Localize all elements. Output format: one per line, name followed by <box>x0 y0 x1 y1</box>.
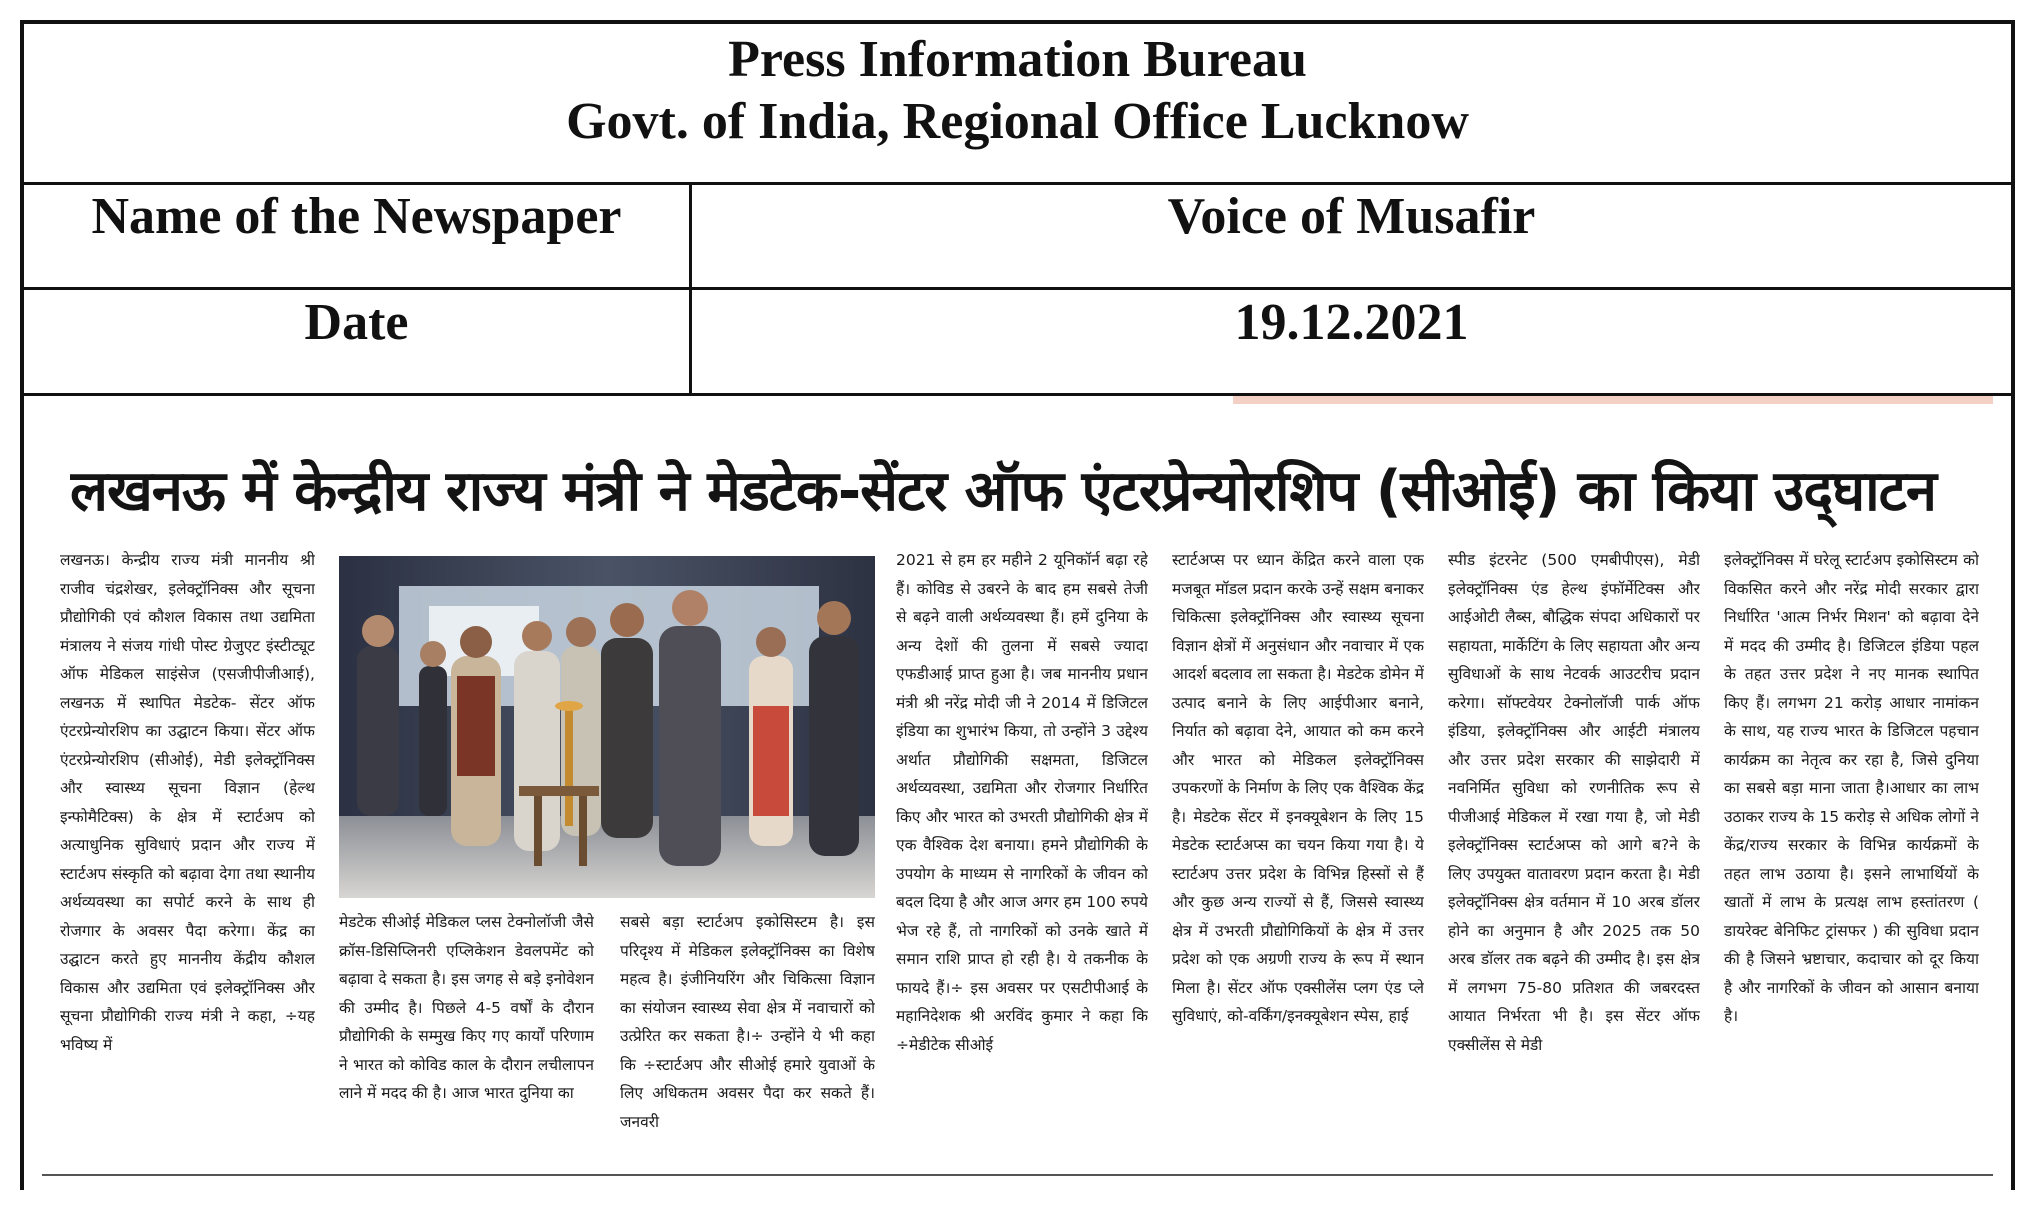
newspaper-label: Name of the Newspaper <box>24 182 692 287</box>
date-label: Date <box>24 288 692 393</box>
article-headline: लखनऊ में केन्द्रीय राज्य मंत्री ने मेडटेक-सेंटर ऑफ एंटरप्रेन्योरशिप (सीओई) का किया उद्‌घाटन <box>70 459 1936 524</box>
header-line-2: Govt. of India, Regional Office Lucknow <box>566 93 1469 150</box>
newspaper-row <box>24 182 2011 290</box>
header-line-1: Press Information Bureau <box>728 31 1307 88</box>
article-column-4: 2021 से हम हर महीने 2 यूनिकॉर्न बढ़ा रहे हैं। कोविड से उबरने के बाद हम सबसे तेजी से बढ़ने वाली अर्थव्यवस्था हैं। हमें दुनिया के अन्य देशों की तुलना में सबसे ज्यादा एफडीआई प्राप्त हुआ है। जब माननीय प्रधान मंत्री श्री नरेंद्र मोदी जी ने 2014 में डिजिटल इंडिया का शुभारंभ किया, तो उन्होंने 3 उद्देश्य अर्थात प्रौद्योगिकी सक्षमता, डिजिटल अर्थव्यवस्था, उद्यमिता और रोजगार निर्धारित किए और भारत को उभरती प्रौद्योगिकी क्षेत्र में एक वैश्विक देश बनाया। हमने प्रौद्योगिकी के उपयोग के माध्यम से नागरिकों के जीवन को बदल दिया है और आज अगर हम 100 रुपये भेज रहे हैं, तो नागरिकों को उनके खाते में समान राशि प्राप्त हो रही है। ये तकनीक के फायदे हैं।÷ इस अवसर पर एसटीपीआई के महानिदेशक श्री अरविंद कुमार ने कहा कि ÷मेडीटेक सीओई <box>896 551 1148 1054</box>
article-column-2: मेडटेक सीओई मेडिकल प्लस टेक्नोलॉजी जैसे क्रॉस-डिसिप्लिनरी एप्लिकेशन डेवलपमेंट को बढ़ावा दे सकता है। इस जगह से बड़े इनोवेशन की उम्मीद है। पिछले 4-5 वर्षों के दौरान प्रौद्योगिकी के सम्मुख किए गए कार्यों परिणाम ने भारत को कोविड काल के दौरान लचीलापन लाने में मदद की है। आज भारत दुनिया का <box>339 913 594 1102</box>
date-value: 19.12.2021 <box>1234 294 1469 351</box>
clipping-frame <box>20 20 2015 1190</box>
article-column-5: स्टार्टअप्स पर ध्यान केंद्रित करने वाला एक मजबूत मॉडल प्रदान करके उन्हें सक्षम बनाकर चिकित्सा इलेक्ट्रॉनिक्स और स्वास्थ्य सूचना विज्ञान क्षेत्रों में अनुसंधान और नवाचार में एक आदर्श बदलाव ला सकता है। मेडटेक डोमेन में उत्पाद बनाने के लिए आईपीआर बनाने, निर्यात को बढ़ावा देने, आयात को कम करने और भारत को मेडिकल इलेक्ट्रॉनिक्स उपकरणों के निर्माण के लिए एक वैश्विक केंद्र है। मेडटेक सेंटर में इनक्यूबेशन के लिए 15 मेडटेक स्टार्टअप्स का चयन किया गया है। ये स्टार्टअप उत्तर प्रदेश के विभिन्न हिस्सों से हैं और कुछ अन्य राज्यों से हैं, जिससे स्वास्थ्य क्षेत्र में उभरती प्रौद्योगिकियों के क्षेत्र में उत्तर प्रदेश को एक अग्रणी राज्य के रूप में स्थान मिला है। सेंटर ऑफ एक्सीलेंस प्लग एंड प्ले सुविधाएं, को-वर्किंग/इनक्यूबेशन स्पेस, हाई <box>1172 551 1424 1025</box>
article-column-6: स्पीड इंटरनेट (500 एमबीपीएस), मेडी इलेक्ट्रॉनिक्स एंड हेल्थ इंफॉर्मेटिक्स और आईओटी लैब्स, बौद्धिक संपदा अधिकारों पर सहायता, मार्केटिंग के लिए सहायता और अन्य सुविधाओं के साथ नेटवर्क आउटरीच प्रदान करेगा। सॉफ्टवेयर टेक्नोलॉजी पार्क ऑफ इंडिया, इलेक्ट्रॉनिक्स और आईटी मंत्रालय और उत्तर प्रदेश सरकार की साझेदारी में नवनिर्मित सुविधा को रणनीतिक रूप से पीजीआई मेडिकल में रखा गया है, जो मेडी इलेक्ट्रॉनिक्स स्टार्टअप्स को आगे ब?ने के लिए उपयुक्त वातावरण प्रदान करता है। मेडी इलेक्ट्रॉनिक्स क्षेत्र वर्तमान में 10 अरब डॉलर होने का अनुमान है और 2025 तक 50 अरब डॉलर तक बढ़ने की उम्मीद है। इस क्षेत्र में लगभग 75-80 प्रतिशत की जबरदस्त आयात निर्भरता भी है। इस सेंटर ऑफ एक्सीलेंस से मेडी <box>1448 551 1700 1054</box>
date-row <box>24 288 2011 396</box>
article-column-1: लखनऊ। केन्द्रीय राज्य मंत्री माननीय श्री राजीव चंद्रशेखर, इलेक्ट्रॉनिक्स और सूचना प्रौद्योगिकी एवं कौशल विकास तथा उद्यमिता मंत्रालय ने संजय गांधी पोस्ट ग्रेजुएट इंस्टीट्यूट ऑफ मेडिकल साइंसेज (एसजीपीजीआई), लखनऊ में स्थापित मेडटेक- सेंटर ऑफ एंटरप्रेन्योरशिप का उद्घाटन किया। सेंटर ऑफ एंटरप्रेन्योरशिप (सीओई), मेडी इलेक्ट्रॉनिक्स और स्वास्थ्य सूचना विज्ञान (हेल्थ इन्फोमैटिक्स) के क्षेत्र में स्टार्टअप को अत्याधुनिक सुविधाएं प्रदान और राज्य में स्टार्टअप संस्कृति को बढ़ावा देगा तथा स्थानीय अर्थव्यवस्था का सपोर्ट करने के साथ ही रोजगार के अवसर पैदा करेगा। केंद्र का उद्घाटन करते हुए माननीय केंद्रीय कौशल विकास और उद्यमिता एवं इलेक्ट्रॉनिक्स और सूचना प्रौद्योगिकी राज्य मंत्री ने कहा, ÷यह भविष्य में <box>60 551 315 1054</box>
event-photo-illustration <box>339 556 875 898</box>
accent-strip <box>1233 396 1993 404</box>
newspaper-clipping <box>24 396 2011 1190</box>
clipping-bottom-rule <box>42 1174 1993 1176</box>
article-column-3: सबसे बड़ा स्टार्टअप इकोसिस्टम है। इस परिदृश्य में मेडिकल इलेक्ट्रॉनिक्स का विशेष महत्व है। इंजीनियरिंग और चिकित्सा विज्ञान का संयोजन स्वास्थ्य सेवा क्षेत्र में नवाचारों को उत्प्रेरित कर सकता है।÷ उन्होंने ये भी कहा कि ÷स्टार्टअप और सीओई हमारे युवाओं के लिए अधिकतम अवसर पैदा कर सकते हैं। जनवरी <box>620 913 875 1131</box>
newspaper-value: Voice of Musafir <box>1167 188 1536 245</box>
article-column-7: इलेक्ट्रॉनिक्स में घरेलू स्टार्टअप इकोसिस्टम को विकसित करने और नरेंद्र मोदी सरकार द्वारा निर्धारित 'आत्म निर्भर मिशन' को बढ़ावा देने में मदद की उम्मीद है। डिजिटल इंडिया पहल के तहत उत्तर प्रदेश ने नए मानक स्थापित किए हैं। लगभग 21 करोड़ आधार नामांकन के साथ, यह राज्य भारत के डिजिटल पहचान कार्यक्रम का नेतृत्व कर रहा है, जिसे दुनिया का सबसे बड़ा माना जाता है।आधार का लाभ उठाकर राज्य के 15 करोड़ से अधिक लोगों ने केंद्र/राज्य सरकार के विभिन्न कार्यक्रमों के तहत लाभ उठाया है। इसने लाभार्थियों के खातों में लाभ के प्रत्यक्ष लाभ हस्तांतरण ( डायरेक्ट बेनिफिट ट्रांसफर ) की सुविधा प्रदान की है जिसने भ्रष्टाचार, कदाचार को दूर किया है और नागरिकों के जीवन को आसान बनाया है। <box>1724 551 1979 1025</box>
event-photo <box>339 556 875 898</box>
pib-header <box>24 24 2011 185</box>
